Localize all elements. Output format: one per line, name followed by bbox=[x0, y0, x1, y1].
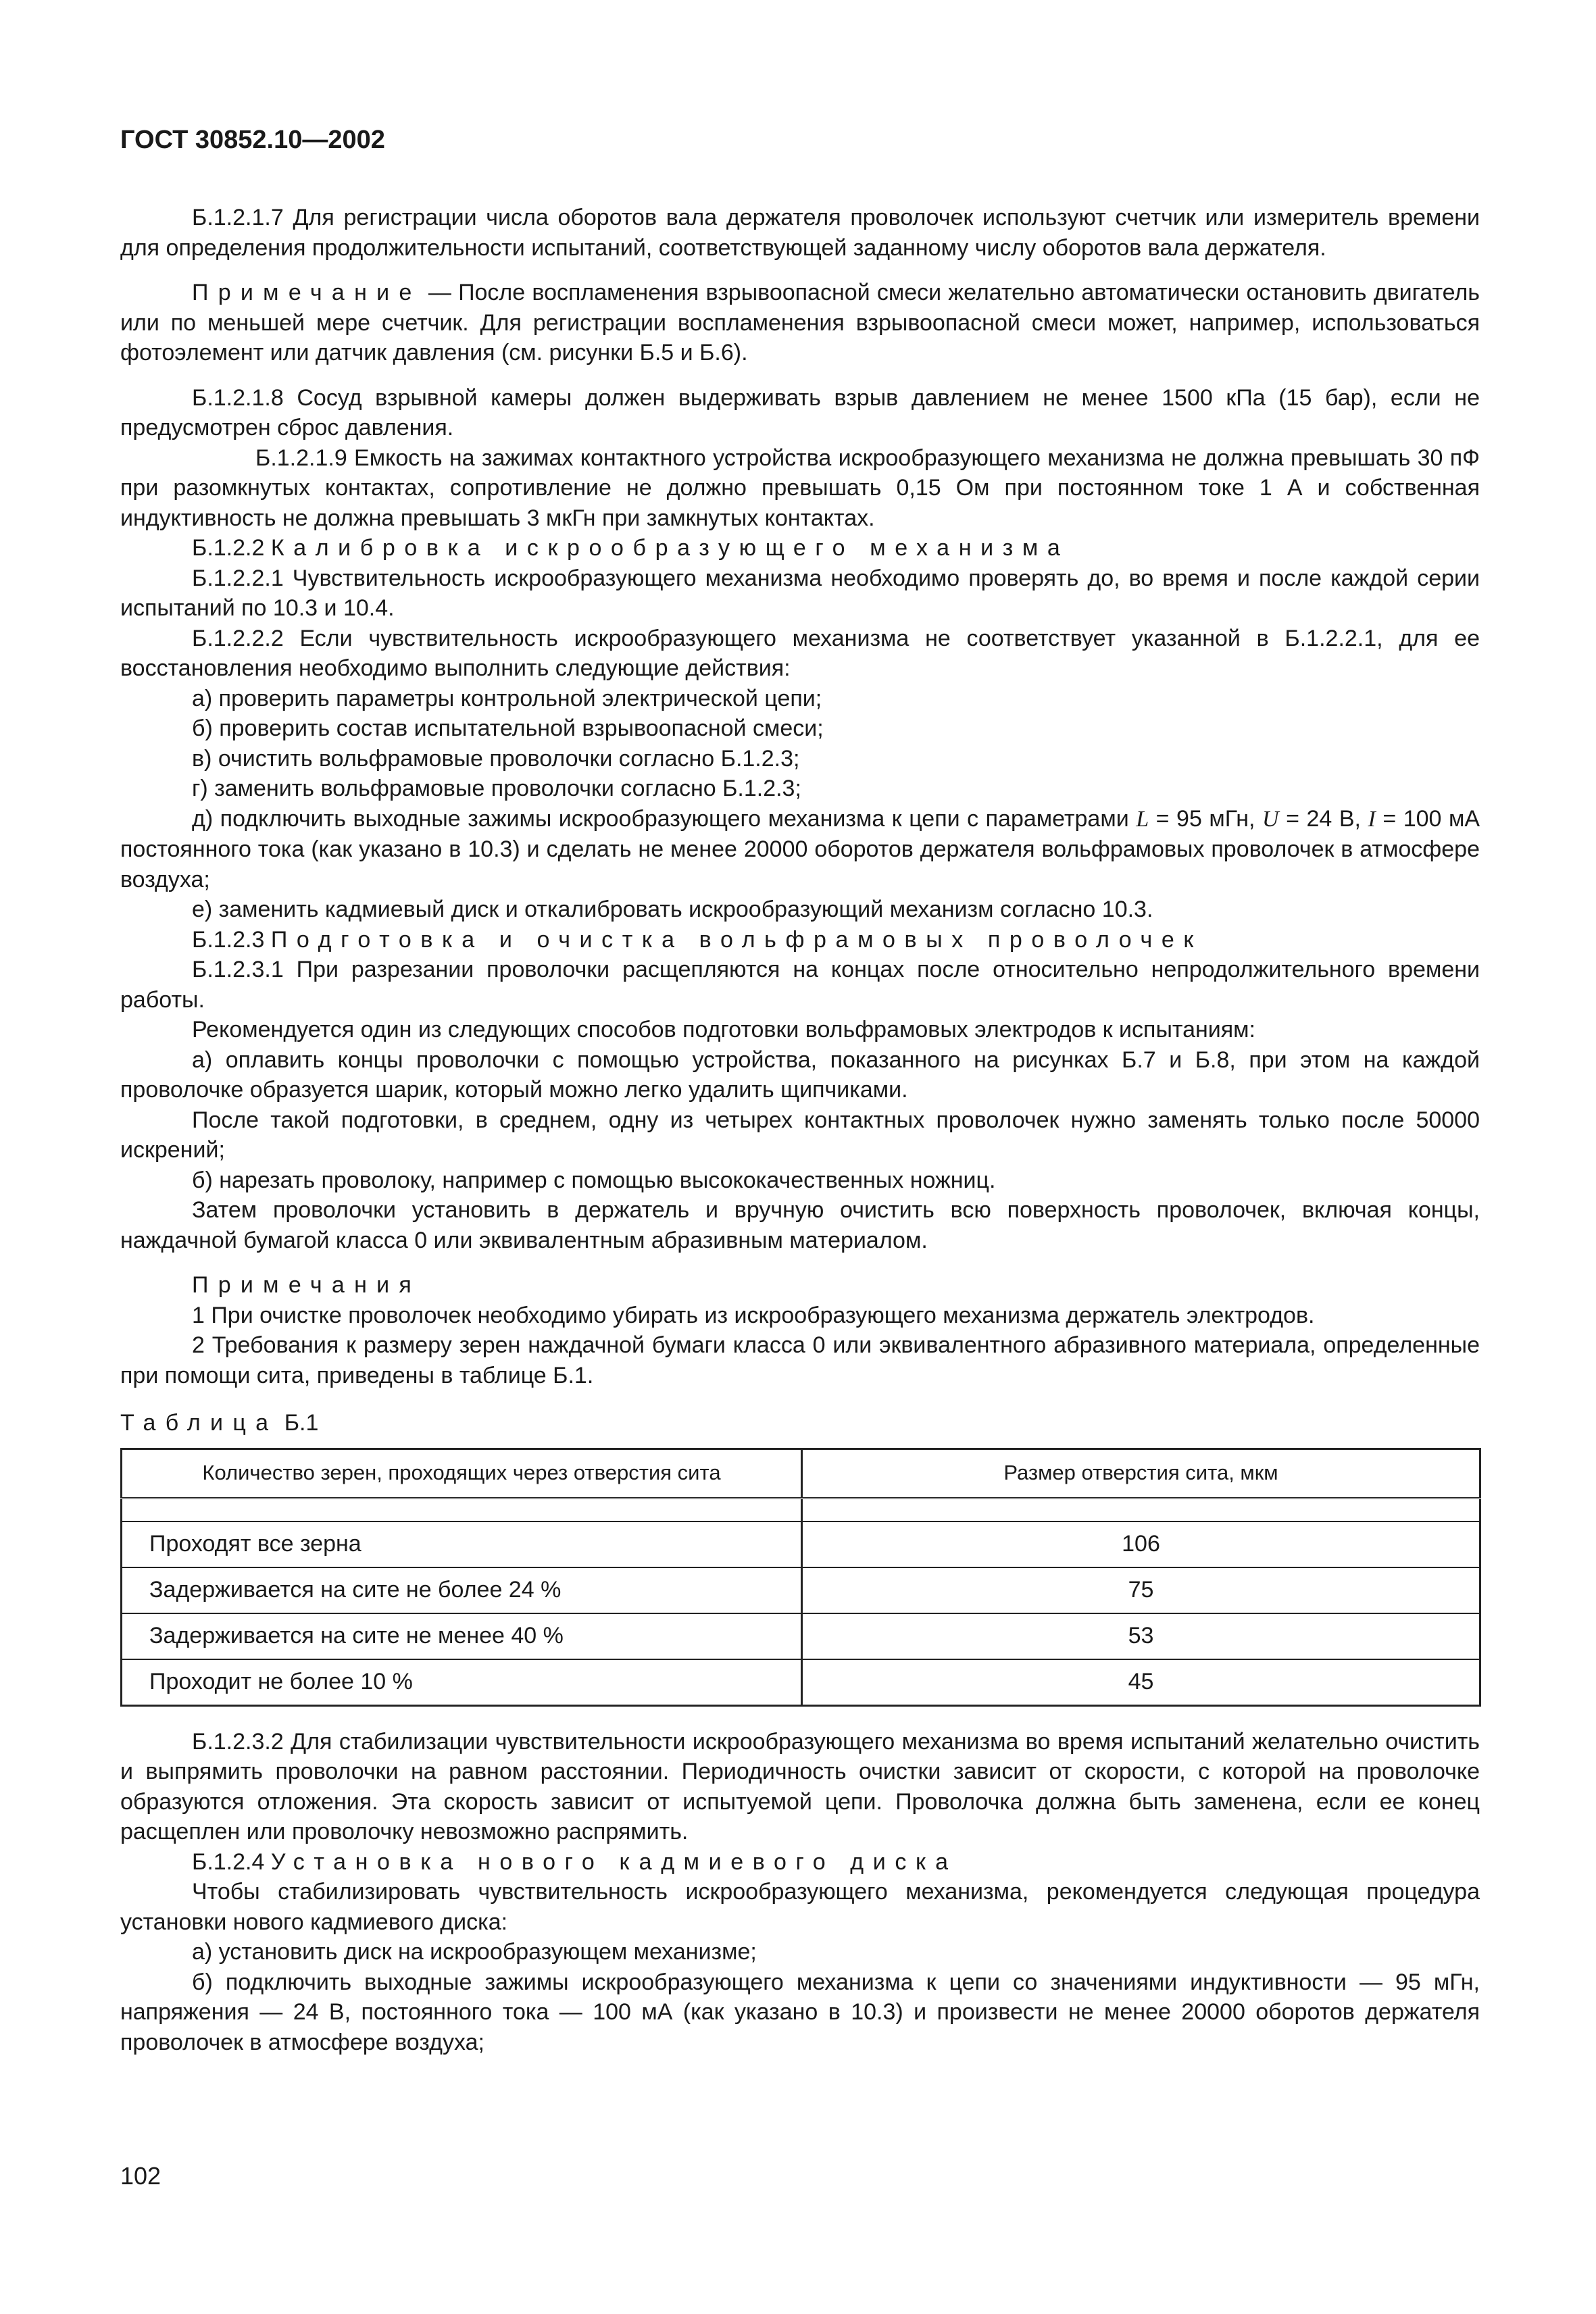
table-row bbox=[122, 1521, 1480, 1567]
list-text: д) подключить выходные зажимы искрообразующего механизма к цепи с параметрами bbox=[192, 805, 1137, 832]
table-row bbox=[122, 1567, 1480, 1613]
list-item: а) проверить параметры контрольной электрической цепи; bbox=[192, 685, 822, 711]
list-item: е) заменить кадмиевый диск и откалибровать искрообразующий механизм согласно 10.3. bbox=[192, 897, 1153, 922]
note-label: Примечание bbox=[192, 280, 422, 305]
paragraph-b1231: Б.1.2.3.1 При разрезании проволочки расщепляются на концах после относительно непродолжительного времени работы. bbox=[120, 957, 1480, 1013]
table-header-row bbox=[122, 1449, 1480, 1498]
list-item: б) подключить выходные зажимы искрообразующего механизма к цепи со значениями индуктивности — 95 мГн, напряжения — 24 В, постоянного тока — 100 мА (как указано в 10.3) и произвести не менее 20000 оборотов держателя проволочек в атмосфере воздуха; bbox=[120, 1969, 1480, 2055]
list-item: в) очистить вольфрамовые проволочки согласно Б.1.2.3; bbox=[192, 745, 800, 772]
row-name: Задерживается на сите не более 24 % bbox=[122, 1567, 802, 1613]
row-name: Задерживается на сите не менее 40 % bbox=[122, 1613, 802, 1659]
paragraph: После такой подготовки, в среднем, одну из четырех контактных проволочек нужно заменять только после 50000 искрений; bbox=[120, 1107, 1480, 1163]
section-number: Б.1.2.4 bbox=[192, 1848, 271, 1875]
column-header-size: Размер отверстия сита, мкм bbox=[802, 1449, 1480, 1498]
symbol-current: I bbox=[1368, 806, 1376, 832]
paragraph-b1218: Б.1.2.1.8 Сосуд взрывной камеры должен выдерживать взрыв давлением не менее 1500 кПа (15 бар), если не предусмотрен сброс давления. bbox=[120, 384, 1480, 441]
note-paragraph bbox=[120, 278, 1480, 368]
list-text: = 100 мА постоянного тока (как указано в 10.3) и сделать не менее 20000 оборотов держателя вольфрамовых проволочек в атмосфере воздуха; bbox=[120, 805, 1480, 892]
page-number: 102 bbox=[120, 2162, 161, 2190]
document-header: ГОСТ 30852.10—2002 bbox=[120, 126, 385, 154]
row-name: Проходят все зерна bbox=[122, 1521, 802, 1567]
section-title: Подготовка и очистка вольфрамовых проволочек bbox=[270, 926, 1203, 953]
row-name: Проходит не более 10 % bbox=[122, 1659, 802, 1706]
list-item: б) проверить состав испытательной взрывоопасной смеси; bbox=[192, 715, 824, 741]
table-row bbox=[122, 1659, 1480, 1706]
list-item bbox=[120, 804, 1480, 895]
table-row bbox=[122, 1613, 1480, 1659]
section-number: Б.1.2.3 bbox=[192, 926, 271, 953]
spacer-cell bbox=[802, 1498, 1480, 1521]
row-value: 45 bbox=[802, 1659, 1480, 1706]
paragraph: а) оплавить концы проволочки с помощью устройства, показанного на рисунках Б.7 и Б.8, при этом на каждой проволочке образуется шарик, который можно легко удалить щипчиками. bbox=[120, 1047, 1480, 1103]
row-value: 106 bbox=[802, 1521, 1480, 1567]
row-value: 75 bbox=[802, 1567, 1480, 1613]
spacer-cell bbox=[122, 1498, 802, 1521]
symbol-voltage: U bbox=[1262, 806, 1279, 832]
document-body bbox=[120, 203, 1480, 2057]
paragraph-b1222: Б.1.2.2.2 Если чувствительность искрообразующего механизма не соответствует указанной в Б.1.2.2.1, для ее восстановления необходимо выполнить следующие действия: bbox=[120, 625, 1480, 681]
paragraph-b1219: Б.1.2.1.9 Емкость на зажимах контактного устройства искрообразующего механизма не должна превышать 30 пФ при разомкнутых контактах, сопротивление не должно превышать 0,15 Ом при постоянном токе 1 А и собственная индуктивность не должна превышать 3 мкГн при замкнутых контактах. bbox=[120, 445, 1480, 531]
section-number: Б.1.2.2 bbox=[192, 535, 271, 561]
notes-label bbox=[120, 1270, 1480, 1301]
table-spacer-row bbox=[122, 1498, 1480, 1521]
paragraph: Чтобы стабилизировать чувствительность искрообразующего механизма, рекомендуется следующая процедура установки нового кадмиевого диска: bbox=[120, 1879, 1480, 1935]
notes-label-text: Примечания bbox=[192, 1272, 422, 1298]
column-header-grains: Количество зерен, проходящих через отверстия сита bbox=[122, 1449, 802, 1498]
paragraph: б) нарезать проволоку, например с помощью высококачественных ножниц. bbox=[192, 1167, 996, 1193]
note-item: 1 При очистке проволочек необходимо убирать из искрообразующего механизма держатель электродов. bbox=[192, 1302, 1315, 1328]
list-text: = 95 мГн, bbox=[1149, 805, 1263, 832]
symbol-inductance: L bbox=[1136, 806, 1149, 832]
paragraph: Затем проволочки установить в держатель и вручную очистить всю поверхность проволочек, включая концы, наждачной бумагой класса 0 или эквивалентным абразивным материалом. bbox=[120, 1197, 1480, 1253]
paragraph-b1232: Б.1.2.3.2 Для стабилизации чувствительности искрообразующего механизма во время испытаний желательно очистить и выпрямить проволочки на равном расстоянии. Периодичность очистки зависит от скорости, с которой на проволочке образуются отложения. Эта скорость зависит от испытуемой цепи. Проволочка должна быть заменена, если ее конец расщеплен или проволочку невозможно распрямить. bbox=[120, 1728, 1480, 1844]
table-caption bbox=[120, 1408, 1480, 1438]
row-value: 53 bbox=[802, 1613, 1480, 1659]
grain-size-table bbox=[120, 1448, 1481, 1707]
table-caption-word: Таблица bbox=[120, 1410, 278, 1436]
paragraph-b1221: Б.1.2.2.1 Чувствительность искрообразующего механизма необходимо проверять до, во время и после каждой серии испытаний по 10.3 и 10.4. bbox=[120, 565, 1480, 621]
section-heading-b123 bbox=[120, 925, 1480, 955]
paragraph-b1217: Б.1.2.1.7 Для регистрации числа оборотов вала держателя проволочек используют счетчик или измеритель времени для определения продолжительности испытаний, соответствующей заданному числу оборотов вала держателя. bbox=[120, 205, 1480, 261]
list-text: = 24 В, bbox=[1278, 805, 1368, 832]
section-heading-b122 bbox=[120, 533, 1480, 563]
list-item: а) установить диск на искрообразующем механизме; bbox=[192, 1939, 757, 1965]
list-item: г) заменить вольфрамовые проволочки согласно Б.1.2.3; bbox=[192, 776, 801, 801]
section-title: Калибровка искрообразующего механизма bbox=[270, 535, 1070, 561]
section-heading-b124 bbox=[120, 1847, 1480, 1878]
note-item: 2 Требования к размеру зерен наждачной бумаги класса 0 или эквивалентного абразивного материала, определенные при помощи сита, приведены в таблице Б.1. bbox=[120, 1332, 1480, 1388]
paragraph: Рекомендуется один из следующих способов подготовки вольфрамовых электродов к испытаниям: bbox=[192, 1017, 1255, 1042]
section-title: Установка нового кадмиевого диска bbox=[270, 1848, 957, 1875]
table-caption-number: Б.1 bbox=[278, 1410, 319, 1436]
note-text: — После воспламенения взрывоопасной смеси желательно автоматически остановить двигатель или по меньшей мере счетчик. Для регистрации воспламенения взрывоопасной смеси может, например, использоваться фотоэлемент или датчик давления (см. рисунки Б.5 и Б.6). bbox=[120, 280, 1480, 366]
